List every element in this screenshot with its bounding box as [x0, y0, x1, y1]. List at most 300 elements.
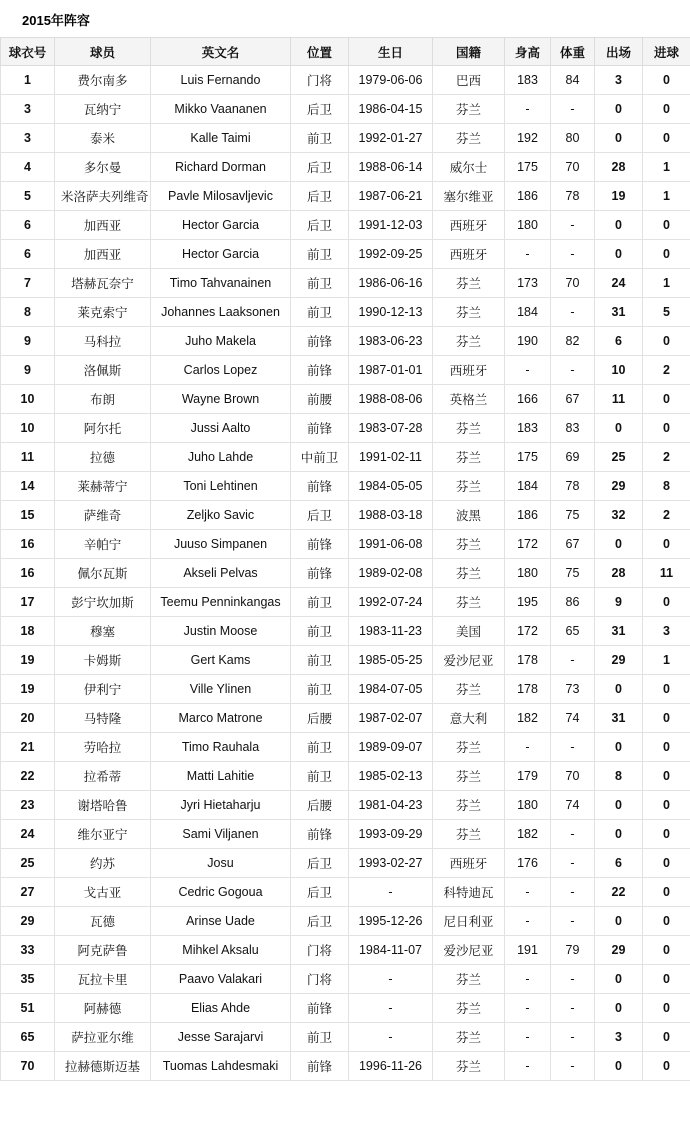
- cell-birthday: 1991-12-03: [349, 211, 433, 240]
- table-row: [1, 907, 690, 936]
- cell-birthday: -: [349, 878, 433, 907]
- cell-number: 35: [1, 965, 55, 994]
- cell-nationality: 美国: [433, 617, 505, 646]
- cell-birthday: 1989-02-08: [349, 559, 433, 588]
- cell-position: 前锋: [291, 472, 349, 501]
- cell-nationality: 西班牙: [433, 240, 505, 269]
- cell-position: 后卫: [291, 153, 349, 182]
- cell-goals: 0: [643, 965, 690, 994]
- cell-birthday: 1986-06-16: [349, 269, 433, 298]
- table-row: [1, 994, 690, 1023]
- cell-weight: 70: [551, 762, 595, 791]
- cell-birthday: 1985-05-25: [349, 646, 433, 675]
- cell-position: 前卫: [291, 646, 349, 675]
- cell-nationality: 芬兰: [433, 1052, 505, 1081]
- table-row: [1, 675, 690, 704]
- cell-number: 51: [1, 994, 55, 1023]
- cell-player-name: 维尔亚宁: [55, 820, 151, 849]
- cell-goals: 0: [643, 907, 690, 936]
- cell-english-name: Timo Tahvanainen: [151, 269, 291, 298]
- cell-english-name: Pavle Milosavljevic: [151, 182, 291, 211]
- cell-position: 前锋: [291, 559, 349, 588]
- cell-nationality: 芬兰: [433, 994, 505, 1023]
- cell-birthday: 1993-02-27: [349, 849, 433, 878]
- cell-appearances: 9: [595, 588, 643, 617]
- cell-goals: 0: [643, 1023, 690, 1052]
- cell-nationality: 芬兰: [433, 762, 505, 791]
- table-row: [1, 269, 690, 298]
- cell-height: 179: [505, 762, 551, 791]
- roster-table: [0, 37, 690, 1081]
- cell-goals: 0: [643, 878, 690, 907]
- cell-english-name: Toni Lehtinen: [151, 472, 291, 501]
- cell-weight: 65: [551, 617, 595, 646]
- cell-player-name: 拉德: [55, 443, 151, 472]
- cell-goals: 2: [643, 356, 690, 385]
- cell-number: 10: [1, 414, 55, 443]
- cell-english-name: Kalle Taimi: [151, 124, 291, 153]
- cell-nationality: 塞尔维亚: [433, 182, 505, 211]
- cell-position: 门将: [291, 936, 349, 965]
- table-body: [1, 66, 690, 1081]
- cell-position: 后卫: [291, 182, 349, 211]
- cell-height: -: [505, 733, 551, 762]
- cell-position: 门将: [291, 66, 349, 95]
- cell-birthday: 1990-12-13: [349, 298, 433, 327]
- cell-goals: 11: [643, 559, 690, 588]
- cell-goals: 0: [643, 704, 690, 733]
- cell-height: 195: [505, 588, 551, 617]
- cell-position: 前卫: [291, 675, 349, 704]
- cell-number: 22: [1, 762, 55, 791]
- cell-birthday: 1983-07-28: [349, 414, 433, 443]
- cell-player-name: 拉希蒂: [55, 762, 151, 791]
- cell-position: 后卫: [291, 95, 349, 124]
- table-row: [1, 704, 690, 733]
- cell-goals: 0: [643, 211, 690, 240]
- cell-weight: 86: [551, 588, 595, 617]
- cell-player-name: 多尔曼: [55, 153, 151, 182]
- cell-player-name: 约苏: [55, 849, 151, 878]
- cell-goals: 0: [643, 820, 690, 849]
- cell-goals: 0: [643, 124, 690, 153]
- cell-number: 7: [1, 269, 55, 298]
- cell-weight: 79: [551, 936, 595, 965]
- cell-appearances: 0: [595, 733, 643, 762]
- cell-number: 19: [1, 675, 55, 704]
- table-row: [1, 965, 690, 994]
- cell-position: 后卫: [291, 878, 349, 907]
- cell-goals: 2: [643, 443, 690, 472]
- cell-height: 176: [505, 849, 551, 878]
- cell-nationality: 芬兰: [433, 414, 505, 443]
- cell-player-name: 莱赫蒂宁: [55, 472, 151, 501]
- table-row: [1, 356, 690, 385]
- table-row: [1, 878, 690, 907]
- cell-position: 后腰: [291, 704, 349, 733]
- cell-english-name: Cedric Gogoua: [151, 878, 291, 907]
- cell-number: 19: [1, 646, 55, 675]
- cell-weight: -: [551, 646, 595, 675]
- cell-weight: -: [551, 211, 595, 240]
- cell-nationality: 芬兰: [433, 1023, 505, 1052]
- cell-height: 190: [505, 327, 551, 356]
- cell-position: 前锋: [291, 327, 349, 356]
- cell-player-name: 洛佩斯: [55, 356, 151, 385]
- cell-goals: 0: [643, 385, 690, 414]
- cell-birthday: 1987-01-01: [349, 356, 433, 385]
- cell-goals: 0: [643, 849, 690, 878]
- cell-player-name: 马特隆: [55, 704, 151, 733]
- cell-player-name: 马科拉: [55, 327, 151, 356]
- cell-height: 182: [505, 704, 551, 733]
- cell-english-name: Akseli Pelvas: [151, 559, 291, 588]
- cell-birthday: 1984-11-07: [349, 936, 433, 965]
- cell-nationality: 芬兰: [433, 530, 505, 559]
- cell-birthday: -: [349, 1023, 433, 1052]
- cell-english-name: Mihkel Aksalu: [151, 936, 291, 965]
- cell-number: 27: [1, 878, 55, 907]
- cell-position: 后卫: [291, 849, 349, 878]
- column-header-number: 球衣号: [1, 38, 55, 66]
- cell-number: 23: [1, 791, 55, 820]
- cell-appearances: 0: [595, 240, 643, 269]
- table-row: [1, 1023, 690, 1052]
- cell-goals: 1: [643, 182, 690, 211]
- cell-height: -: [505, 95, 551, 124]
- cell-appearances: 0: [595, 994, 643, 1023]
- cell-weight: 67: [551, 385, 595, 414]
- cell-birthday: 1985-02-13: [349, 762, 433, 791]
- cell-english-name: Richard Dorman: [151, 153, 291, 182]
- cell-english-name: Zeljko Savic: [151, 501, 291, 530]
- cell-height: -: [505, 1023, 551, 1052]
- cell-height: 180: [505, 211, 551, 240]
- cell-nationality: 芬兰: [433, 327, 505, 356]
- cell-player-name: 米洛萨夫列维奇: [55, 182, 151, 211]
- table-row: [1, 791, 690, 820]
- cell-number: 1: [1, 66, 55, 95]
- cell-player-name: 萨拉亚尔维: [55, 1023, 151, 1052]
- cell-player-name: 萨维奇: [55, 501, 151, 530]
- cell-appearances: 28: [595, 559, 643, 588]
- cell-number: 4: [1, 153, 55, 182]
- cell-goals: 0: [643, 66, 690, 95]
- cell-goals: 0: [643, 327, 690, 356]
- cell-number: 16: [1, 559, 55, 588]
- cell-english-name: Hector Garcia: [151, 211, 291, 240]
- cell-nationality: 芬兰: [433, 269, 505, 298]
- cell-birthday: 1992-09-25: [349, 240, 433, 269]
- table-row: [1, 588, 690, 617]
- cell-height: 183: [505, 414, 551, 443]
- cell-birthday: 1995-12-26: [349, 907, 433, 936]
- cell-player-name: 泰米: [55, 124, 151, 153]
- cell-nationality: 尼日利亚: [433, 907, 505, 936]
- cell-player-name: 加西亚: [55, 240, 151, 269]
- cell-player-name: 布朗: [55, 385, 151, 414]
- column-header-nationality: 国籍: [433, 38, 505, 66]
- cell-position: 前锋: [291, 530, 349, 559]
- cell-appearances: 0: [595, 907, 643, 936]
- cell-height: 180: [505, 559, 551, 588]
- cell-player-name: 阿赫德: [55, 994, 151, 1023]
- cell-appearances: 31: [595, 617, 643, 646]
- cell-number: 9: [1, 327, 55, 356]
- cell-nationality: 芬兰: [433, 472, 505, 501]
- cell-number: 18: [1, 617, 55, 646]
- cell-weight: 83: [551, 414, 595, 443]
- cell-birthday: 1992-01-27: [349, 124, 433, 153]
- cell-position: 前锋: [291, 414, 349, 443]
- table-row: [1, 66, 690, 95]
- header-row: [1, 38, 690, 66]
- cell-birthday: 1996-11-26: [349, 1052, 433, 1081]
- cell-english-name: Paavo Valakari: [151, 965, 291, 994]
- cell-english-name: Carlos Lopez: [151, 356, 291, 385]
- cell-position: 前腰: [291, 385, 349, 414]
- cell-appearances: 0: [595, 124, 643, 153]
- cell-player-name: 费尔南多: [55, 66, 151, 95]
- cell-height: 178: [505, 646, 551, 675]
- cell-goals: 0: [643, 588, 690, 617]
- cell-position: 前卫: [291, 733, 349, 762]
- cell-height: 166: [505, 385, 551, 414]
- cell-appearances: 0: [595, 1052, 643, 1081]
- cell-number: 10: [1, 385, 55, 414]
- cell-english-name: Hector Garcia: [151, 240, 291, 269]
- table-row: [1, 298, 690, 327]
- cell-player-name: 辛帕宁: [55, 530, 151, 559]
- cell-weight: 70: [551, 153, 595, 182]
- cell-nationality: 科特迪瓦: [433, 878, 505, 907]
- cell-position: 后卫: [291, 501, 349, 530]
- cell-birthday: 1991-06-08: [349, 530, 433, 559]
- cell-weight: 67: [551, 530, 595, 559]
- cell-appearances: 10: [595, 356, 643, 385]
- cell-goals: 0: [643, 240, 690, 269]
- table-row: [1, 559, 690, 588]
- cell-appearances: 0: [595, 791, 643, 820]
- cell-player-name: 戈古亚: [55, 878, 151, 907]
- cell-nationality: 波黑: [433, 501, 505, 530]
- cell-weight: -: [551, 994, 595, 1023]
- cell-height: 172: [505, 530, 551, 559]
- cell-weight: -: [551, 240, 595, 269]
- cell-position: 中前卫: [291, 443, 349, 472]
- cell-english-name: Marco Matrone: [151, 704, 291, 733]
- cell-number: 6: [1, 211, 55, 240]
- table-row: [1, 733, 690, 762]
- cell-player-name: 瓦纳宁: [55, 95, 151, 124]
- cell-player-name: 加西亚: [55, 211, 151, 240]
- cell-english-name: Johannes Laaksonen: [151, 298, 291, 327]
- cell-nationality: 芬兰: [433, 733, 505, 762]
- table-row: [1, 182, 690, 211]
- cell-weight: -: [551, 1023, 595, 1052]
- cell-height: 186: [505, 501, 551, 530]
- table-row: [1, 501, 690, 530]
- cell-height: -: [505, 965, 551, 994]
- cell-appearances: 6: [595, 849, 643, 878]
- cell-nationality: 芬兰: [433, 791, 505, 820]
- cell-english-name: Mikko Vaananen: [151, 95, 291, 124]
- cell-goals: 0: [643, 675, 690, 704]
- cell-position: 前卫: [291, 269, 349, 298]
- cell-position: 前卫: [291, 240, 349, 269]
- cell-appearances: 31: [595, 704, 643, 733]
- cell-nationality: 爱沙尼亚: [433, 936, 505, 965]
- cell-weight: 73: [551, 675, 595, 704]
- cell-birthday: 1984-05-05: [349, 472, 433, 501]
- cell-height: -: [505, 907, 551, 936]
- cell-english-name: Juho Lahde: [151, 443, 291, 472]
- cell-english-name: Timo Rauhala: [151, 733, 291, 762]
- cell-position: 后腰: [291, 791, 349, 820]
- cell-goals: 1: [643, 269, 690, 298]
- table-row: [1, 820, 690, 849]
- cell-english-name: Jyri Hietaharju: [151, 791, 291, 820]
- cell-number: 3: [1, 95, 55, 124]
- cell-english-name: Justin Moose: [151, 617, 291, 646]
- cell-goals: 0: [643, 936, 690, 965]
- table-row: [1, 153, 690, 182]
- cell-player-name: 劳哈拉: [55, 733, 151, 762]
- cell-position: 前锋: [291, 994, 349, 1023]
- cell-appearances: 32: [595, 501, 643, 530]
- cell-player-name: 拉赫德斯迈基: [55, 1052, 151, 1081]
- cell-position: 前卫: [291, 762, 349, 791]
- table-row: [1, 762, 690, 791]
- cell-goals: 5: [643, 298, 690, 327]
- column-header-player: 球员: [55, 38, 151, 66]
- cell-weight: -: [551, 820, 595, 849]
- cell-number: 9: [1, 356, 55, 385]
- cell-appearances: 0: [595, 675, 643, 704]
- page-title: 2015年阵容: [22, 13, 90, 28]
- cell-weight: 69: [551, 443, 595, 472]
- table-row: [1, 646, 690, 675]
- cell-number: 29: [1, 907, 55, 936]
- cell-weight: 84: [551, 66, 595, 95]
- cell-birthday: 1989-09-07: [349, 733, 433, 762]
- table-row: [1, 327, 690, 356]
- cell-player-name: 佩尔瓦斯: [55, 559, 151, 588]
- cell-weight: -: [551, 965, 595, 994]
- cell-english-name: Jussi Aalto: [151, 414, 291, 443]
- cell-appearances: 0: [595, 414, 643, 443]
- cell-position: 后卫: [291, 907, 349, 936]
- column-header-english-name: 英文名: [151, 38, 291, 66]
- cell-weight: 74: [551, 704, 595, 733]
- cell-nationality: 芬兰: [433, 95, 505, 124]
- cell-english-name: Ville Ylinen: [151, 675, 291, 704]
- cell-birthday: 1984-07-05: [349, 675, 433, 704]
- cell-position: 前卫: [291, 1023, 349, 1052]
- cell-birthday: 1988-06-14: [349, 153, 433, 182]
- cell-birthday: 1986-04-15: [349, 95, 433, 124]
- cell-nationality: 芬兰: [433, 588, 505, 617]
- cell-birthday: -: [349, 994, 433, 1023]
- cell-player-name: 瓦德: [55, 907, 151, 936]
- cell-height: -: [505, 1052, 551, 1081]
- table-row: [1, 385, 690, 414]
- cell-position: 前锋: [291, 356, 349, 385]
- cell-english-name: Luis Fernando: [151, 66, 291, 95]
- cell-number: 11: [1, 443, 55, 472]
- table-row: [1, 414, 690, 443]
- cell-player-name: 卡姆斯: [55, 646, 151, 675]
- cell-goals: 8: [643, 472, 690, 501]
- cell-height: 191: [505, 936, 551, 965]
- cell-goals: 0: [643, 994, 690, 1023]
- cell-weight: 80: [551, 124, 595, 153]
- cell-height: 184: [505, 472, 551, 501]
- cell-player-name: 莱克索宁: [55, 298, 151, 327]
- cell-position: 前卫: [291, 617, 349, 646]
- cell-height: 172: [505, 617, 551, 646]
- cell-height: -: [505, 994, 551, 1023]
- table-row: [1, 124, 690, 153]
- table-row: [1, 1052, 690, 1081]
- table-row: [1, 443, 690, 472]
- cell-height: 183: [505, 66, 551, 95]
- cell-goals: 0: [643, 762, 690, 791]
- cell-english-name: Tuomas Lahdesmaki: [151, 1052, 291, 1081]
- cell-number: 8: [1, 298, 55, 327]
- cell-number: 15: [1, 501, 55, 530]
- cell-weight: 75: [551, 559, 595, 588]
- cell-height: 178: [505, 675, 551, 704]
- cell-birthday: 1987-02-07: [349, 704, 433, 733]
- cell-player-name: 谢塔哈鲁: [55, 791, 151, 820]
- cell-height: 180: [505, 791, 551, 820]
- table-row: [1, 472, 690, 501]
- cell-appearances: 29: [595, 472, 643, 501]
- cell-position: 前锋: [291, 1052, 349, 1081]
- table-row: [1, 849, 690, 878]
- cell-number: 33: [1, 936, 55, 965]
- column-header-appearances: 出场: [595, 38, 643, 66]
- cell-number: 6: [1, 240, 55, 269]
- table-row: [1, 240, 690, 269]
- table-row: [1, 936, 690, 965]
- cell-birthday: 1987-06-21: [349, 182, 433, 211]
- cell-weight: -: [551, 907, 595, 936]
- cell-appearances: 28: [595, 153, 643, 182]
- cell-goals: 0: [643, 414, 690, 443]
- cell-player-name: 阿尔托: [55, 414, 151, 443]
- cell-appearances: 0: [595, 965, 643, 994]
- cell-nationality: 巴西: [433, 66, 505, 95]
- cell-weight: -: [551, 733, 595, 762]
- cell-birthday: 1993-09-29: [349, 820, 433, 849]
- column-header-weight: 体重: [551, 38, 595, 66]
- cell-english-name: Sami Viljanen: [151, 820, 291, 849]
- cell-weight: 78: [551, 182, 595, 211]
- cell-birthday: 1981-04-23: [349, 791, 433, 820]
- cell-nationality: 意大利: [433, 704, 505, 733]
- cell-appearances: 6: [595, 327, 643, 356]
- cell-goals: 2: [643, 501, 690, 530]
- cell-player-name: 塔赫瓦奈宁: [55, 269, 151, 298]
- cell-weight: -: [551, 878, 595, 907]
- cell-appearances: 0: [595, 530, 643, 559]
- cell-number: 5: [1, 182, 55, 211]
- cell-birthday: 1991-02-11: [349, 443, 433, 472]
- cell-number: 3: [1, 124, 55, 153]
- cell-nationality: 芬兰: [433, 443, 505, 472]
